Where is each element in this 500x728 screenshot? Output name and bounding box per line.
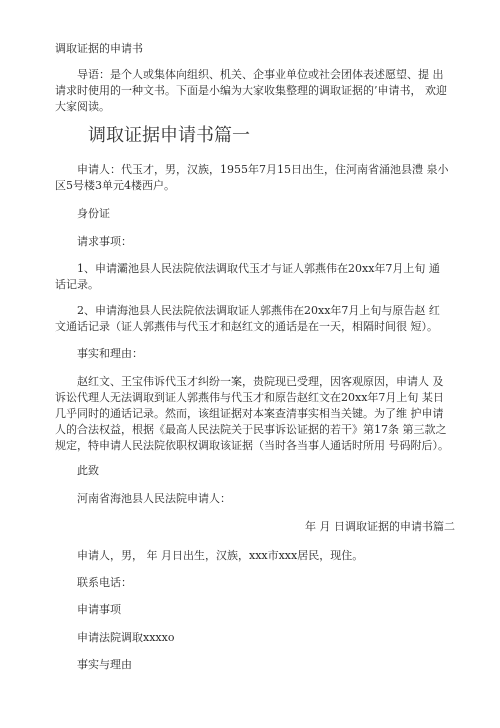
header-label: 调取证据的申请书: [55, 42, 143, 55]
cizhi-text: 此致: [77, 464, 99, 477]
applicant-2-paragraph: 申请人，男， 年 月日出生，汉族，xxx市xxx居民，现住。: [77, 549, 364, 562]
court-line: 河南省海池县人民法院申请人：: [77, 492, 231, 505]
id-card-label: 身份证: [77, 207, 110, 220]
section-title-1: 调取证据申请书篇一: [88, 125, 250, 146]
request-item-1: 1、申请灞池县人民法院依法调取代玉才与证人郭燕伟在20xx年7月上旬 通话记录。: [55, 262, 440, 291]
facts-label: 事实和理由：: [77, 347, 143, 360]
facts-paragraph: 赵红文、王宝伟诉代玉才纠纷一案，贵院现已受理，因客观原因，申请人 及诉讼代理人无法调取到证人郭燕伟与代玉才和原告赵红文在20xx年7月上旬 某日几乎同时的通话记录。然而，该组证据对本案查清事实相当关键。为了维 护申请人的合法权益，根据《最高人民法院关于民事诉讼证据的若干》第17条 第三款之规定，特申请人民法院依职权调取该证据（当时各当事人通话时所用 号码附后）。: [55, 375, 449, 452]
phone-label: 联系电话：: [77, 576, 132, 589]
request-court-line: 申请法院调取xxxxo: [77, 631, 175, 644]
request-item-2: 2、申请海池县人民法院依法调取证人郭燕伟在20xx年7月上旬与原告赵 红文通话记录（证人郭燕伟与代玉才和赵红文的通话是在一天，相隔时间很 短）。: [55, 304, 440, 333]
intro-paragraph: 导语：是个人或集体向组织、机关、企事业单位或社会团体表述愿望、提 出请求时使用的一种文书。下面是小编为大家收集整理的调取证据的’申请书， 欢迎大家阅读。: [55, 68, 447, 113]
facts-2-label: 事实与理由: [77, 658, 132, 671]
request-items-label: 申请事项: [77, 603, 121, 616]
date-and-title-2: 年 月 日调取证据的申请书篇二: [305, 520, 455, 533]
request-label: 请求事项：: [77, 235, 132, 248]
applicant-paragraph: 申请人：代玉才，男，汉族，1955年7月15日出生，住河南省涌池县澧 泉小区5号楼3单元4楼西户。: [55, 163, 449, 192]
